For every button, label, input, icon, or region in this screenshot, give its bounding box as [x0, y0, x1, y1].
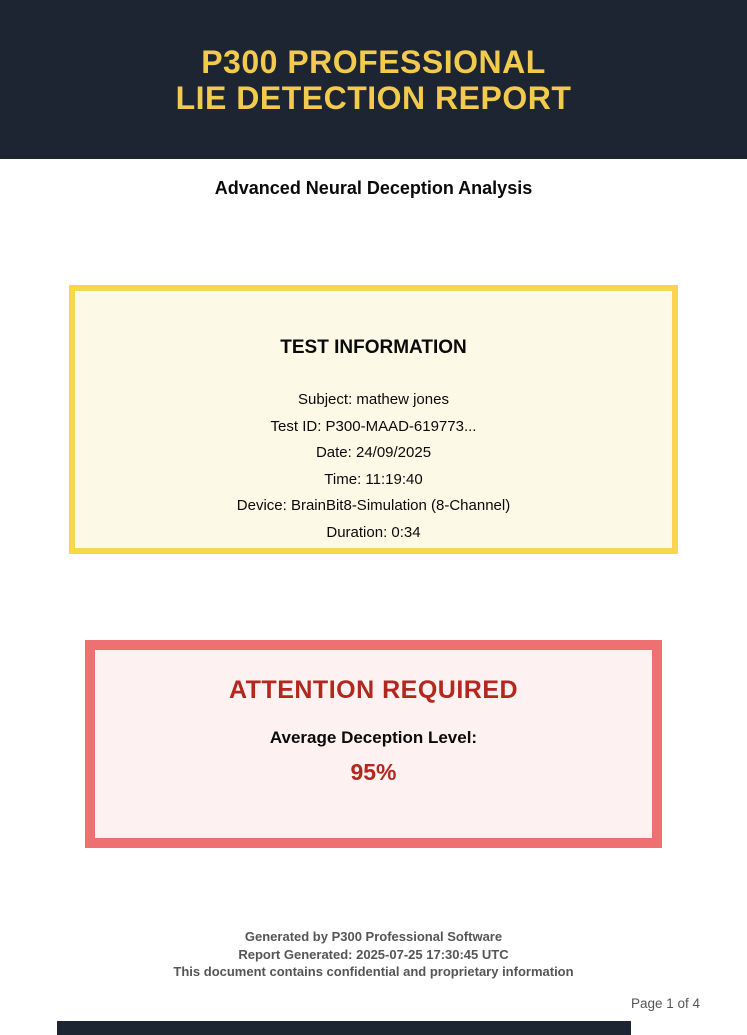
report-title-line2: LIE DETECTION REPORT — [175, 79, 572, 116]
footer-generated-by: Generated by P300 Professional Software — [244, 929, 503, 944]
alert-title: ATTENTION REQUIRED — [228, 676, 519, 704]
report-subtitle: Advanced Neural Deception Analysis — [214, 178, 533, 198]
test-id-line: Test ID: P300-MAAD-619773... — [270, 417, 477, 435]
report-header — [0, 0, 747, 159]
footer-report-generated: Report Generated: 2025-07-25 17:30:45 UTC — [238, 946, 509, 962]
duration-line: Duration: 0:34 — [326, 523, 421, 541]
deception-level-value: 95% — [350, 759, 397, 785]
test-info-title: TEST INFORMATION — [280, 337, 467, 358]
time-line: Time: 11:19:40 — [324, 470, 423, 488]
report-footer — [0, 928, 747, 981]
test-info-lines — [75, 387, 672, 546]
deception-level-label: Average Deception Level: — [269, 728, 478, 747]
alert-box — [85, 640, 662, 848]
next-page-header-edge — [57, 1021, 631, 1035]
date-line: Date: 24/09/2025 — [315, 444, 432, 461]
report-title — [176, 44, 572, 116]
footer-confidential: This document contains confidential and proprietary information — [173, 964, 574, 979]
report-title-line1: P300 PROFESSIONAL — [201, 43, 546, 80]
page-number: Page 1 of 4 — [630, 996, 700, 1011]
subject-line: Subject: mathew jones — [298, 391, 449, 408]
test-info-box — [69, 285, 678, 554]
device-line: Device: BrainBit8-Simulation (8-Channel) — [236, 497, 511, 514]
